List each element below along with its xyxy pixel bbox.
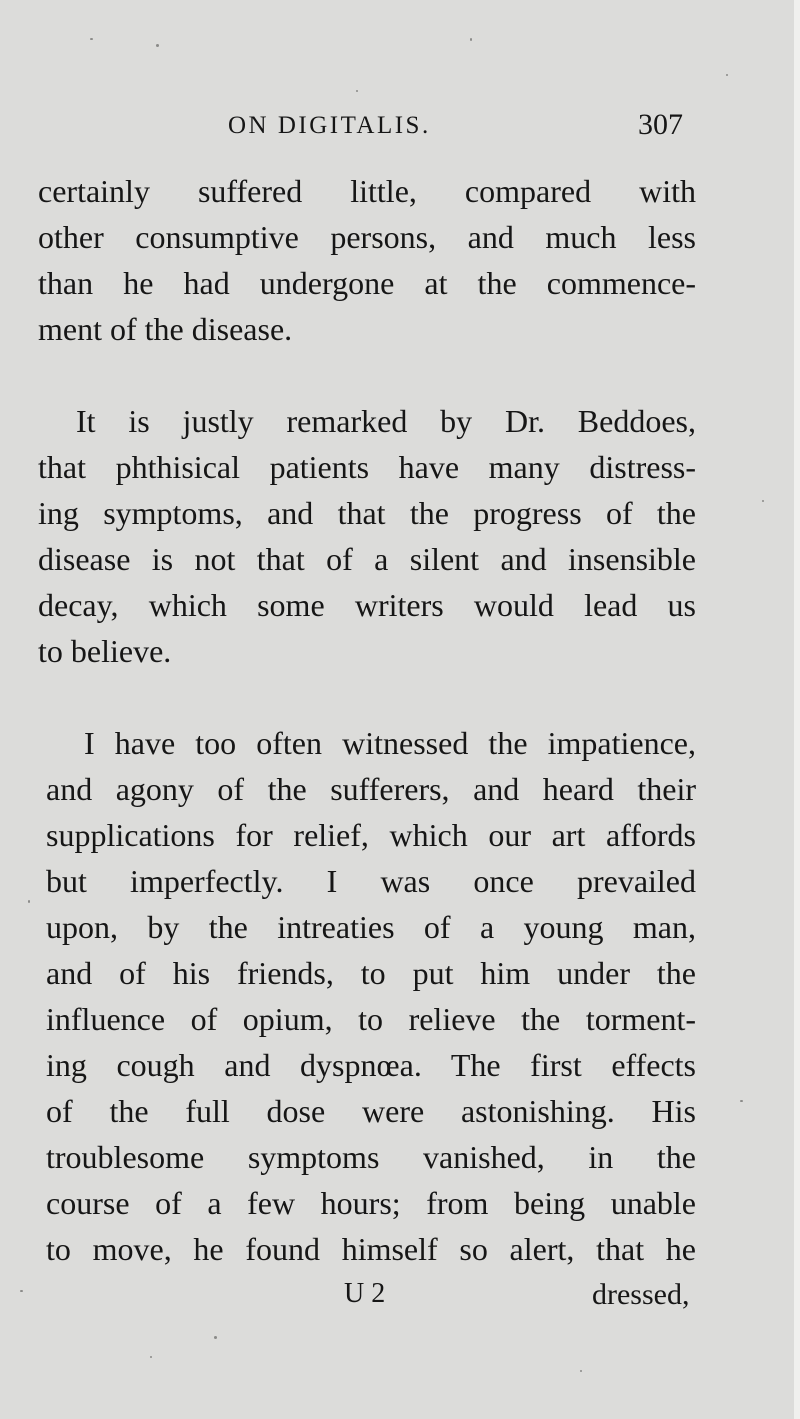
signature-mark: U 2 (344, 1278, 386, 1309)
text-line: of the full dose were astonishing. His (46, 1093, 696, 1129)
text-line: influence of opium, to relieve the torment- (46, 1001, 696, 1037)
text-line: to believe. (38, 633, 172, 669)
paper-speck (726, 74, 728, 76)
paper-speck (214, 1336, 217, 1339)
paper-speck (762, 500, 764, 502)
text-line: course of a few hours; from being unable (46, 1185, 696, 1221)
paper-speck (156, 44, 159, 47)
text-line: disease is not that of a silent and insensible (38, 541, 696, 577)
text-line: upon, by the intreaties of a young man, (46, 909, 696, 945)
text-line: and of his friends, to put him under the (46, 955, 696, 991)
paper-speck (150, 1356, 152, 1358)
paragraph-2 (38, 398, 696, 674)
text-line: other consumptive persons, and much less (38, 219, 696, 255)
text-line: and agony of the sufferers, and heard their (46, 771, 696, 807)
text-line: certainly suffered little, compared with (38, 173, 696, 209)
text-line: I have too often witnessed the impatience, (84, 725, 696, 761)
text-line: that phthisical patients have many distress- (38, 449, 696, 485)
page-number: 307 (638, 108, 683, 141)
paper-speck (28, 900, 30, 903)
paragraph-3 (38, 720, 696, 1272)
text-line: ment of the disease. (38, 311, 293, 347)
paragraph-1 (38, 168, 696, 352)
text-line: but imperfectly. I was once prevailed (46, 863, 696, 899)
paper-speck (740, 1100, 743, 1102)
body-text (38, 168, 696, 1318)
text-line: It is justly remarked by Dr. Beddoes, (76, 403, 696, 439)
text-line: supplications for relief, which our art affords (46, 817, 696, 853)
text-line: than he had undergone at the commence- (38, 265, 696, 301)
running-title: ON DIGITALIS. (228, 112, 431, 139)
page-footer (0, 1278, 800, 1318)
paper-speck (356, 90, 358, 92)
paper-speck (90, 38, 93, 40)
text-line: to move, he found himself so alert, that he (46, 1231, 696, 1267)
text-line: decay, which some writers would lead us (38, 587, 696, 623)
text-line: ing cough and dyspnœa. The first effects (46, 1047, 696, 1083)
page-header (0, 108, 800, 148)
paper-speck (470, 38, 472, 41)
paper-speck (580, 1370, 582, 1372)
text-line: ing symptoms, and that the progress of the (38, 495, 696, 531)
catchword: dressed, (592, 1278, 690, 1311)
paper-speck (20, 1290, 23, 1292)
text-line: troublesome symptoms vanished, in the (46, 1139, 696, 1175)
